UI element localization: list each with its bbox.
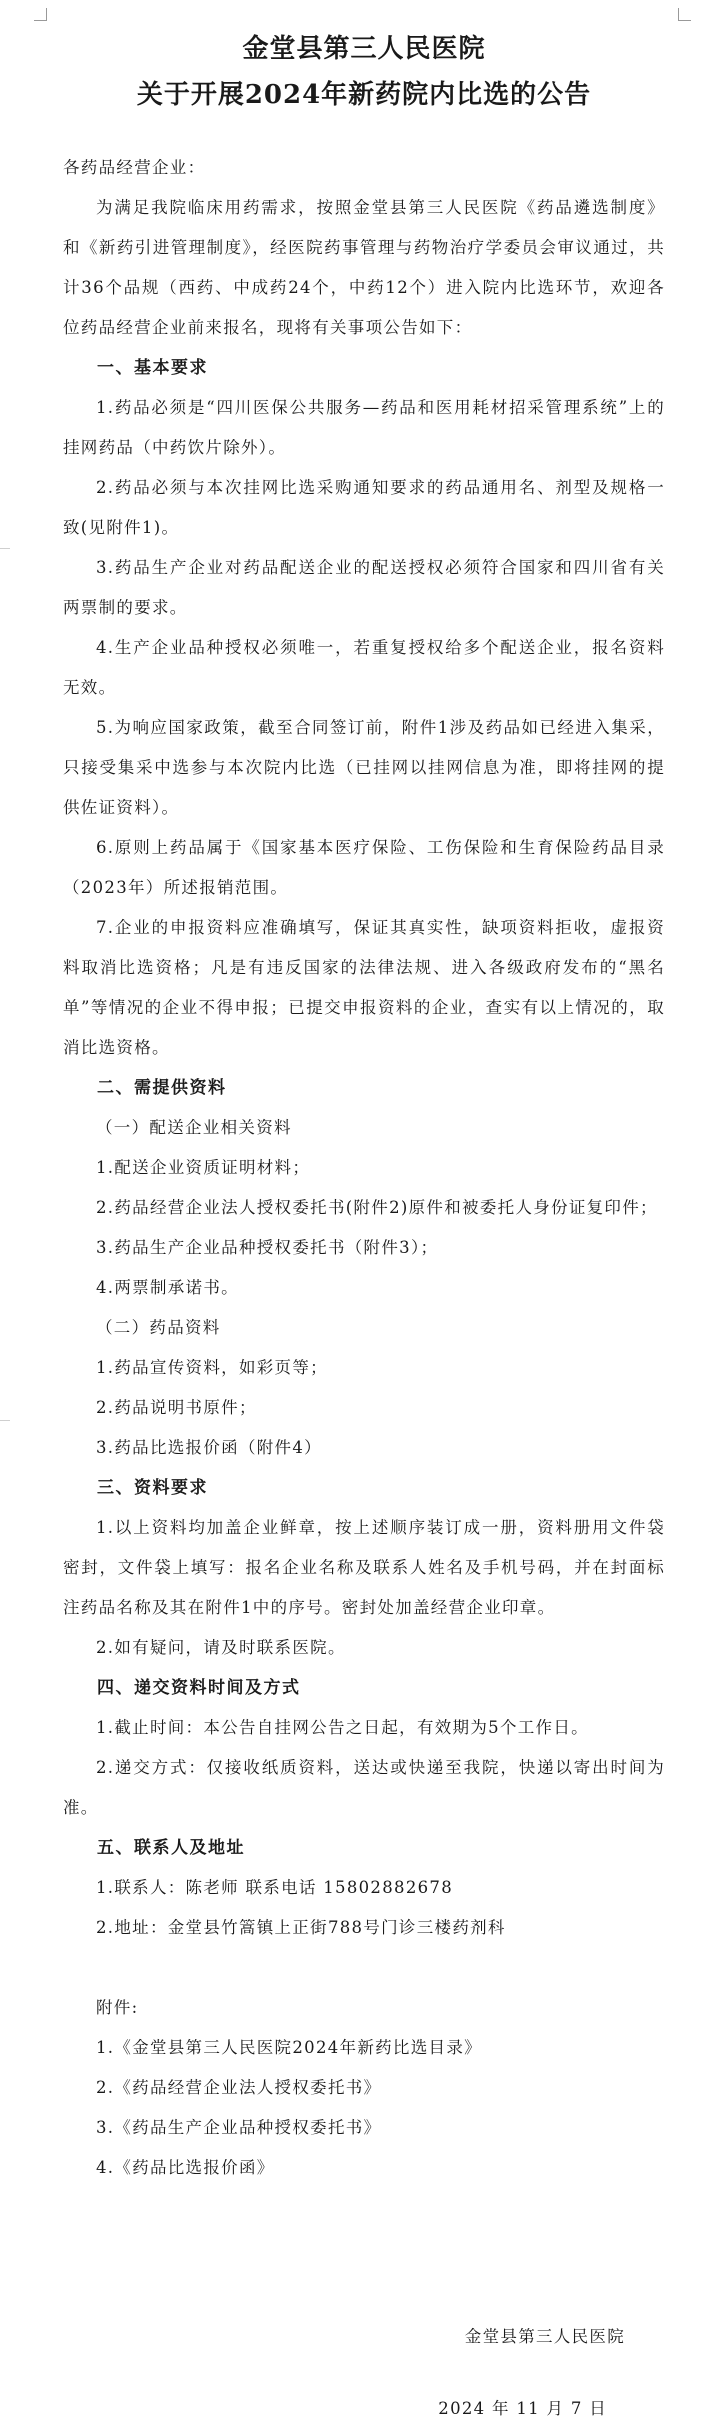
attachment-item: 4.《药品比选报价函》 [96, 2158, 275, 2177]
section-1-item: 2.药品必须与本次挂网比选采购通知要求的药品通用名、剂型及规格一致(见附件1)。 [63, 478, 665, 537]
section-2-item: 3.药品比选报价函（附件4） [96, 1438, 322, 1457]
section-2-subheading-2: （二）药品资料 [96, 1318, 221, 1337]
section-1-item: 3.药品生产企业对药品配送企业的配送授权必须符合国家和四川省有关两票制的要求。 [63, 558, 665, 617]
contact-person: 1.联系人：陈老师 联系电话 15802882678 [96, 1878, 454, 1897]
attachment-item: 1.《金堂县第三人民医院2024年新药比选目录》 [96, 2038, 482, 2057]
margin-tick [0, 548, 10, 549]
section-3-heading: 三、资料要求 [97, 1478, 208, 1498]
section-2-item: 1.配送企业资质证明材料； [96, 1158, 311, 1177]
crop-mark-top-right [678, 8, 691, 21]
crop-mark-top-left [34, 8, 47, 21]
section-1-heading: 一、基本要求 [97, 358, 208, 378]
section-2-item: 4.两票制承诺书。 [96, 1278, 239, 1297]
title-announcement: 关于开展2024年新药院内比选的公告 [136, 80, 592, 110]
section-4-item: 2.递交方式：仅接收纸质资料，送达或快递至我院，快递以寄出时间为准。 [63, 1758, 665, 1817]
attachments-label: 附件: [96, 1998, 139, 2017]
title-hospital: 金堂县第三人民医院 [242, 34, 486, 64]
section-1-item: 1.药品必须是“四川医保公共服务—药品和医用耗材招采管理系统”上的挂网药品（中药饮片除外）。 [63, 398, 665, 457]
section-2-heading: 二、需提供资料 [97, 1078, 227, 1098]
section-5-heading: 五、联系人及地址 [97, 1838, 245, 1858]
section-2-item: 1.药品宣传资料，如彩页等； [96, 1358, 328, 1377]
section-2-item: 2.药品经营企业法人授权委托书(附件2)原件和被委托人身份证复印件； [96, 1198, 658, 1217]
section-3-item: 2.如有疑问，请及时联系医院。 [96, 1638, 346, 1657]
contact-address: 2.地址：金堂县竹篙镇上正街788号门诊三楼药剂科 [96, 1918, 506, 1937]
signature-date: 2024 年 11 月 7 日 [438, 2399, 607, 2418]
section-1-item: 6.原则上药品属于《国家基本医疗保险、工伤保险和生育保险药品目录（2023年）所述报销范围。 [63, 838, 665, 897]
section-1-item: 7.企业的申报资料应准确填写，保证其真实性，缺项资料拒收，虚报资料取消比选资格；凡是有违反国家的法律法规、进入各级政府发布的“黑名单”等情况的企业不得申报；已提交申报资料的企业，查实有以上情况的，取消比选资格。 [63, 918, 665, 1057]
section-2-item: 2.药品说明书原件； [96, 1398, 257, 1417]
section-2-subheading-1: （一）配送企业相关资料 [96, 1118, 292, 1137]
intro-paragraph: 为满足我院临床用药需求，按照金堂县第三人民医院《药品遴选制度》和《新药引进管理制度》，经医院药事管理与药物治疗学委员会审议通过，共计36个品规（西药、中成药24个，中药12个）进入院内比选环节，欢迎各位药品经营企业前来报名，现将有关事项公告如下： [63, 198, 665, 337]
margin-tick [0, 1420, 10, 1421]
salutation: 各药品经营企业： [63, 158, 206, 177]
attachment-item: 3.《药品生产企业品种授权委托书》 [96, 2118, 382, 2137]
section-4-item: 1.截止时间：本公告自挂网公告之日起，有效期为5个工作日。 [96, 1718, 589, 1737]
signature-organization: 金堂县第三人民医院 [464, 2327, 625, 2346]
spacer [63, 1948, 665, 1988]
section-1-item: 5.为响应国家政策，截至合同签订前，附件1涉及药品如已经进入集采，只接受集采中选参与本次院内比选（已挂网以挂网信息为准，即将挂网的提供佐证资料）。 [63, 718, 665, 817]
section-3-item: 1.以上资料均加盖企业鲜章，按上述顺序装订成一册，资料册用文件袋密封，文件袋上填写：报名企业名称及联系人姓名及手机号码，并在封面标注药品名称及其在附件1中的序号。密封处加盖经营企业印章。 [63, 1518, 665, 1617]
section-1-item: 4.生产企业品种授权必须唯一，若重复授权给多个配送企业，报名资料无效。 [63, 638, 665, 697]
attachment-item: 2.《药品经营企业法人授权委托书》 [96, 2078, 382, 2097]
section-4-heading: 四、递交资料时间及方式 [97, 1678, 301, 1698]
section-2-item: 3.药品生产企业品种授权委托书（附件3）； [96, 1238, 439, 1257]
